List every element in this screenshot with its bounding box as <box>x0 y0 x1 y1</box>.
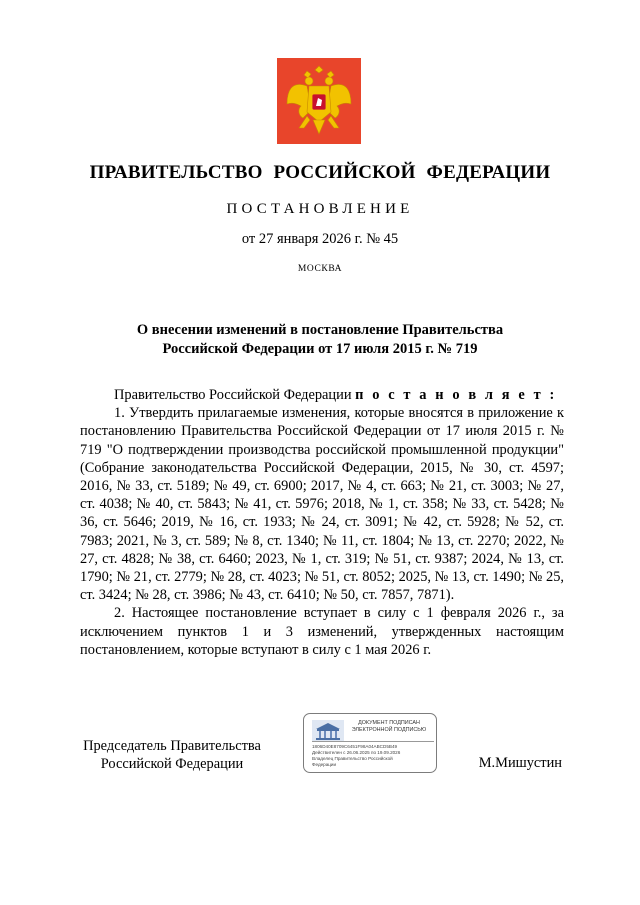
stamp-owner-line-2: Федерации <box>312 762 337 767</box>
stamp-title-line-2: ЭЛЕКТРОННОЙ ПОДПИСЬЮ <box>351 727 427 733</box>
preamble-text: Правительство Российской Федерации <box>114 387 352 403</box>
signatory-position-line-1: Председатель Правительства <box>83 738 261 754</box>
signatory-position <box>72 737 272 773</box>
stamp-title <box>344 720 434 734</box>
decree-subject <box>0 321 640 359</box>
government-building-icon <box>312 720 344 742</box>
subject-line-2: Российской Федерации от 17 июля 2015 г. № 719 <box>162 341 478 357</box>
stamp-divider <box>312 741 434 742</box>
decree-body <box>80 386 564 659</box>
stamp-certificate: 1806D40E8709C6451F98A04ABCD5B49 <box>312 744 398 749</box>
stamp-title-line-1: ДОКУМЕНТ ПОДПИСАН <box>358 720 420 726</box>
russian-coat-of-arms-icon <box>277 58 361 144</box>
electronic-signature-stamp <box>303 713 437 773</box>
signatory-name: М.Мишустин <box>478 755 562 771</box>
government-title: ПРАВИТЕЛЬСТВО РОССИЙСКОЙ ФЕДЕРАЦИИ <box>89 162 551 183</box>
signatory-position-line-2: Российской Федерации <box>100 756 244 772</box>
city-name: МОСКВА <box>297 264 343 274</box>
stamp-validity: Действителен с 26.06.2025 по 19.09.2026 <box>312 750 401 755</box>
item-2-paragraph: 2. Настоящее постановление вступает в силу с 1 февраля 2026 г., за исключением пунктов 1 и 3 изменений, утвержденных настоящим постановлением, которые вступают в силу с 1 мая 2026 г. <box>80 605 564 658</box>
stamp-details <box>312 744 436 768</box>
decree-keyword: п о с т а н о в л я е т : <box>355 387 557 403</box>
subject-line-1: О внесении изменений в постановление Правительства <box>136 322 504 338</box>
document-type: ПОСТАНОВЛЕНИЕ <box>226 201 414 217</box>
stamp-owner-line-1: Владелец Правительство Российской <box>312 756 393 761</box>
decree-date-number: от 27 января 2026 г. № 45 <box>241 231 399 247</box>
preamble-paragraph <box>80 386 564 404</box>
item-1-paragraph: 1. Утвердить прилагаемые изменения, которые вносятся в приложение к постановлению Правительства Российской Федерации от 17 июля 2015 г. № 719 "О подтверждении производства российской промышленной продукции" (Собрание законодательства Российской Федерации, 2015, № 30, ст. 4597; 2016, № 33, ст. 5189; № 49, ст. 6900; 2017, № 4, ст. 663; № 21, ст. 3003; № 27, ст. 4038; № 40, ст. 5843; № 41, ст. 5976; 2018, № 1, ст. 358; № 33, ст. 5428; № 36, ст. 5646; 2019, № 16, ст. 1933; № 24, ст. 3091; № 42, ст. 5928; № 52, ст. 7983; 2021, № 3, ст. 589; № 8, ст. 1340; № 11, ст. 1804; № 13, ст. 2270; 2022, № 27, ст. 4828; № 38, ст. 6460; 2023, № 1, ст. 319; № 51, ст. 9387; 2024, № 13, ст. 1790; № 21, ст. 2779; № 28, ст. 4023; № 51, ст. 8052; 2025, № 13, ст. 1490; № 25, ст. 3424; № 28, ст. 3986; № 43, ст. 6410; № 50, ст. 7857, 7871). <box>80 405 564 604</box>
